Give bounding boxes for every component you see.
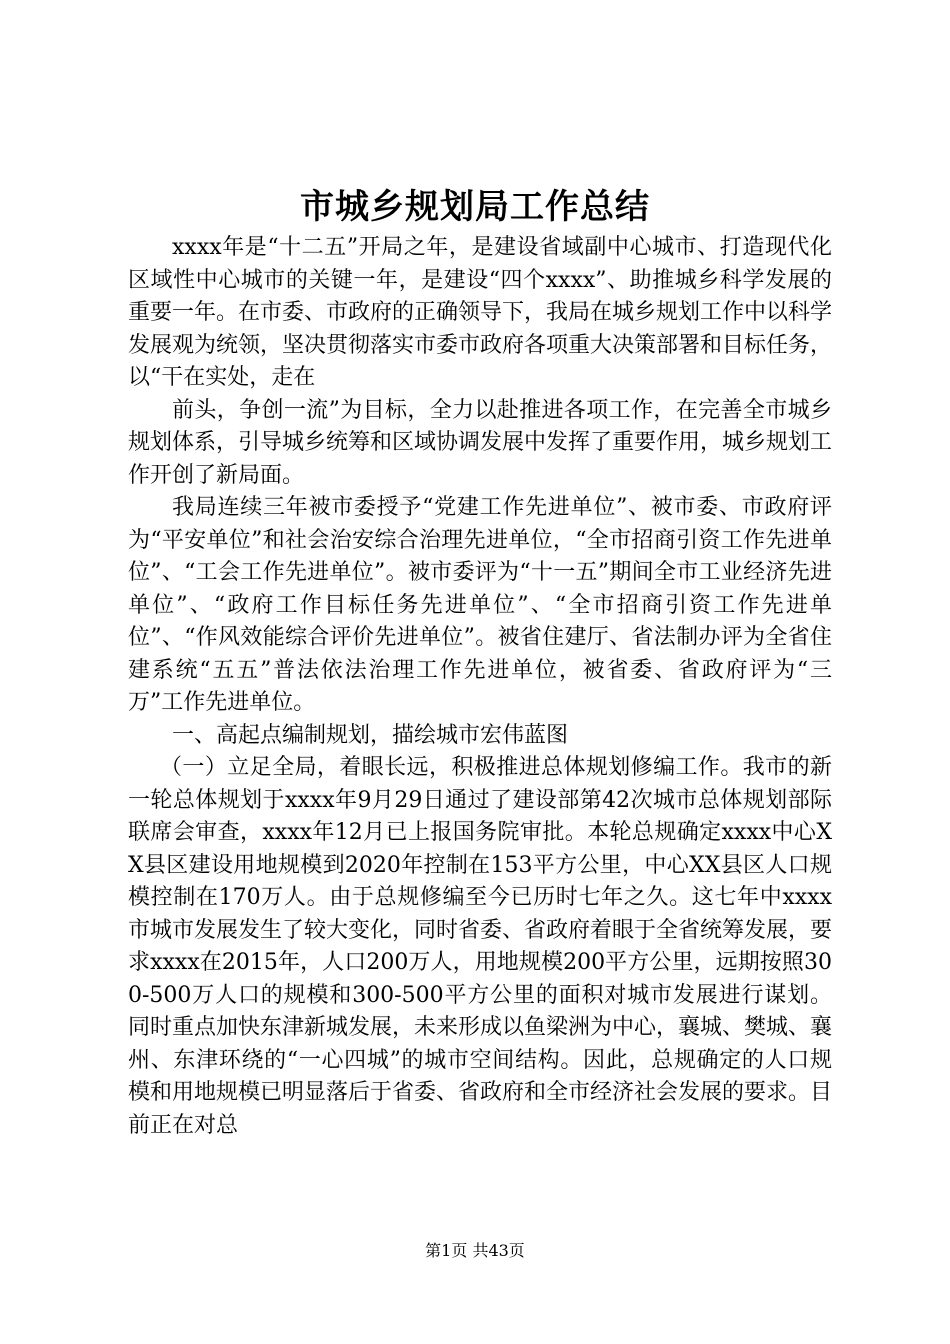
document-body [128,232,832,1142]
paragraph-honors: 我局连续三年被市委授予“党建工作先进单位”、被市委、市政府评为“平安单位”和社会治安综合治理先进单位，“全市招商引资工作先进单位”、“工会工作先进单位”。被市委评为“十一五”期间全市工业经济先进单位”、“政府工作目标任务先进单位”、“全市招商引资工作先进单位”、“作风效能综合评价先进单位”。被省住建厅、省法制办评为全省住建系统“五五”普法依法治理工作先进单位，被省委、省政府评为“三万”工作先进单位。 [128,495,832,715]
paragraph-master-plan: （一）立足全局，着眼长远，积极推进总体规划修编工作。我市的新一轮总体规划于xxxx年9月29日通过了建设部第42次城市总体规划部际联席会审查，xxxx年12月已上报国务院审批。本轮总规确定xxxx中心XX县区建设用地规模到2020年控制在153平方公里，中心XX县区人口规模控制在170万人。由于总规修编至今已历时七年之久。这七年中xxxx市城市发展发生了较大变化，同时省委、省政府着眼于全省统筹发展，要求xxxx在2015年，人口200万人，用地规模200平方公里，远期按照300-500万人口的规模和300-500平方公里的面积对城市发展进行谋划。同时重点加快东津新城发展，未来形成以鱼梁洲为中心，襄城、樊城、襄州、东津环绕的“一心四城”的城市空间结构。因此，总规确定的人口规模和用地规模已明显落后于省委、省政府和全市经济社会发展的要求。目前正在对总 [128,755,833,1138]
document-title: 市城乡规划局工作总结 [300,187,650,227]
page-number-footer: 第1页 共43页 [425,1241,525,1260]
paragraph-intro-continued: 前头，争创一流”为目标，全力以赴推进各项工作，在完善全市城乡规划体系，引导城乡统筹和区域协调发展中发挥了重要作用，城乡规划工作开创了新局面。 [128,397,833,488]
paragraph-intro: xxxx年是“十二五”开局之年，是建设省域副中心城市、打造现代化区域性中心城市的关键一年，是建设“四个xxxx”、助推城乡科学发展的重要一年。在市委、市政府的正确领导下，我局在城乡规划工作中以科学发展观为统领，坚决贯彻落实市委市政府各项重大决策部署和目标任务，以“干在实处，走在 [128,235,833,390]
section-heading-1: 一、高起点编制规划，描绘城市宏伟蓝图 [172,722,569,748]
